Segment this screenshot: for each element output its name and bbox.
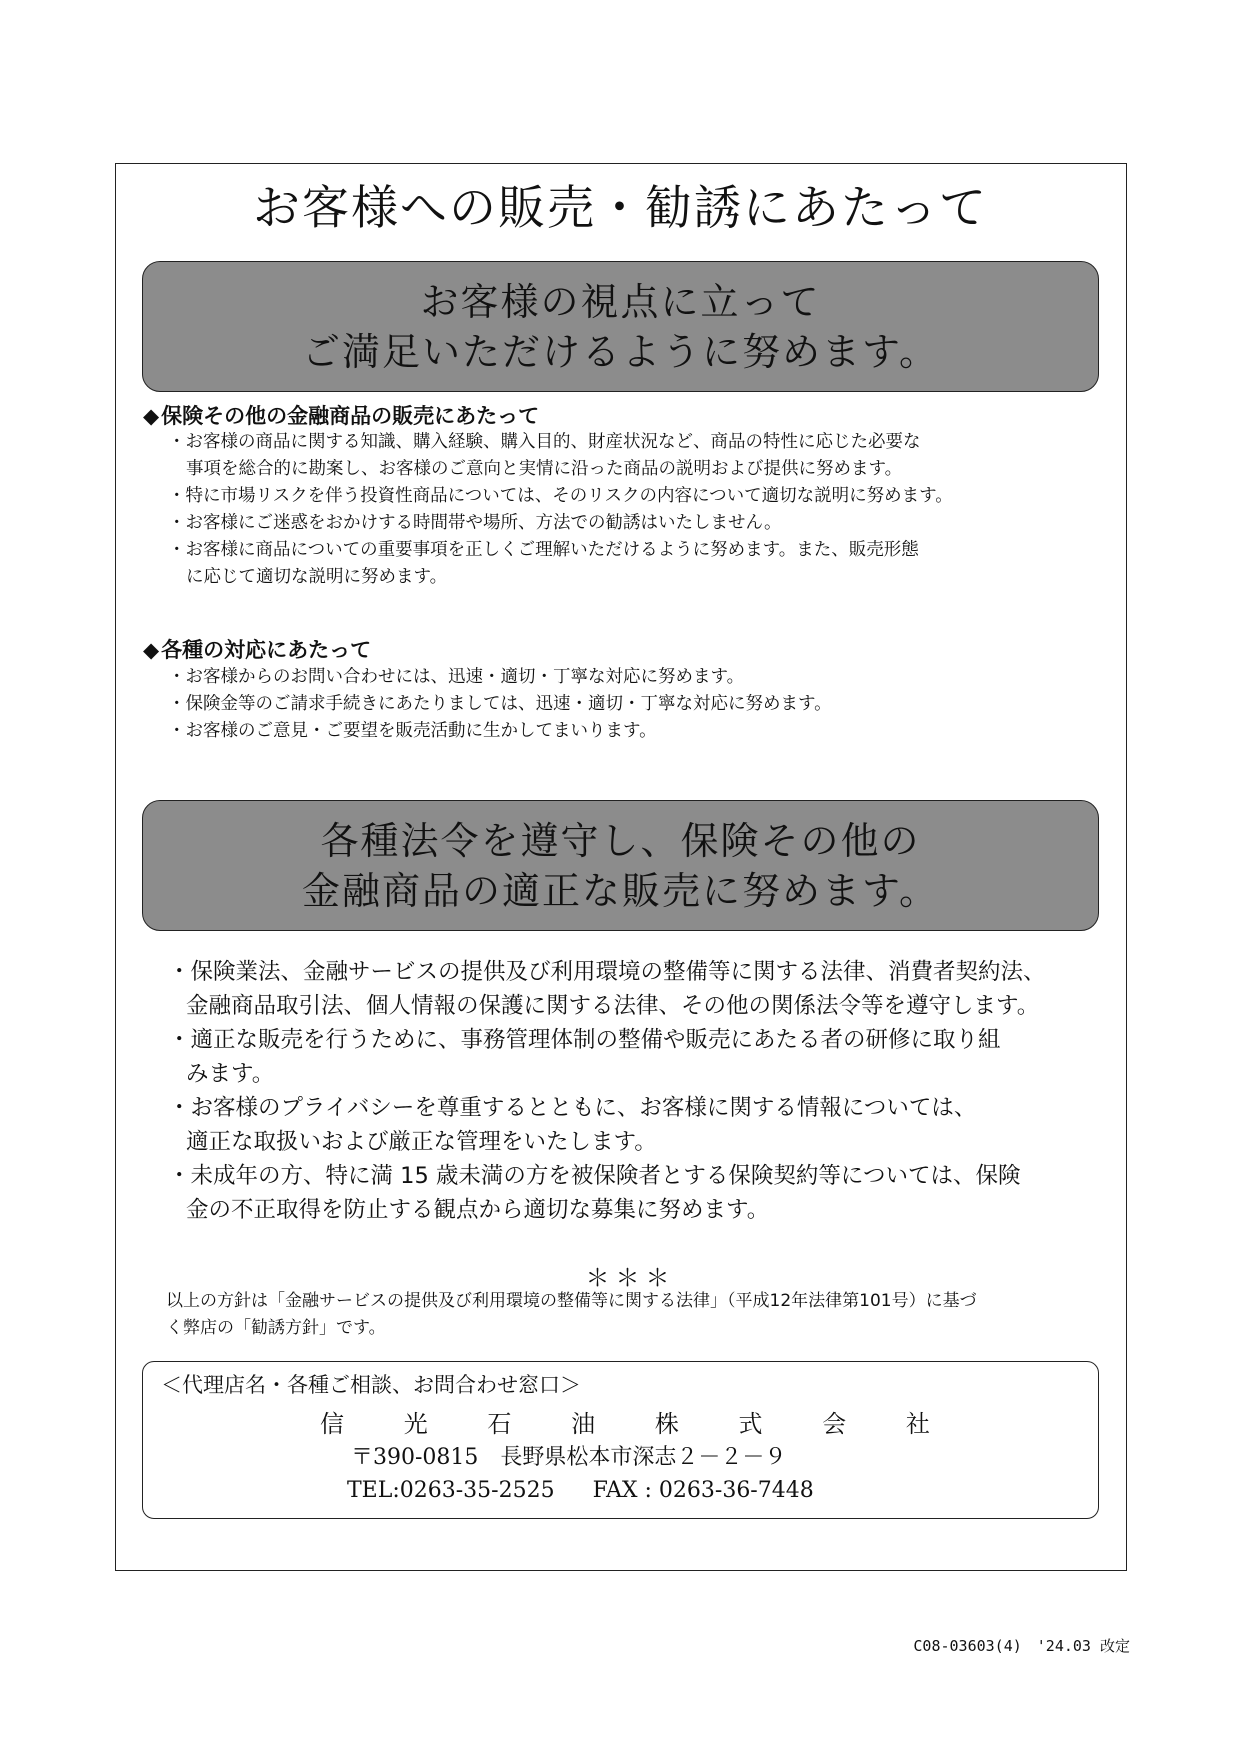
diamond-icon: ◆ bbox=[143, 638, 160, 662]
banner-line: 金融商品の適正な販売に努めます。 bbox=[302, 869, 939, 913]
list-item: ・特に市場リスクを伴う投資性商品については、そのリスクの内容について適切な説明に努めます。 bbox=[168, 486, 953, 506]
banner-compliance bbox=[142, 800, 1099, 931]
banner-customer-perspective bbox=[142, 261, 1099, 392]
banner-line: 各種法令を遵守し、保険その他の bbox=[320, 819, 921, 863]
list-item: ・お客様に商品についての重要事項を正しくご理解いただけるように努めます。また、販売形態 に応じて適切な説明に努めます。 bbox=[168, 540, 919, 587]
compliance-list bbox=[168, 955, 1118, 1227]
response-policy-list bbox=[168, 664, 1118, 745]
fax-number: FAX : 0263-36-7448 bbox=[592, 1478, 814, 1503]
separator-asterisks: ＊＊＊ bbox=[585, 1264, 676, 1292]
list-item: ・適正な販売を行うために、事務管理体制の整備や販売にあたる者の研修に取り組 みます。 bbox=[168, 1027, 1001, 1087]
document-code: C08-03603(4) '24.03 改定 bbox=[913, 1637, 1130, 1655]
list-item: ・お客様のプライバシーを尊重するとともに、お客様に関する情報については、 適正な取扱いおよび厳正な管理をいたします。 bbox=[168, 1095, 977, 1155]
banner-line: お客様の視点に立って bbox=[420, 280, 821, 324]
contact-numbers bbox=[347, 1476, 814, 1506]
list-item: ・保険業法、金融サービスの提供及び利用環境の整備等に関する法律、消費者契約法、 金融商品取引法、個人情報の保護に関する法律、その他の関係法令等を遵守します。 bbox=[168, 959, 1046, 1019]
contact-box bbox=[142, 1361, 1099, 1519]
section-heading-response: ◆各種の対応にあたって bbox=[143, 638, 372, 662]
policy-note: 以上の方針は「金融サービスの提供及び利用環境の整備等に関する法律」（平成12年法律第101号）に基づ く弊店の「勧誘方針」です。 bbox=[166, 1291, 977, 1338]
page-title: お客様への販売・勧誘にあたって bbox=[253, 181, 988, 236]
tel-number: TEL:0263-35-2525 bbox=[347, 1478, 555, 1503]
list-item: ・お客様の商品に関する知識、購入経験、購入目的、財産状況など、商品の特性に応じた必要な 事項を総合的に勘案し、お客様のご意向と実情に沿った商品の説明および提供に努めます。 bbox=[168, 432, 921, 479]
contact-title: ＜代理店名・各種ご相談、お問合わせ窓口＞ bbox=[161, 1373, 581, 1397]
section-heading-sales: ◆保険その他の金融商品の販売にあたって bbox=[143, 404, 540, 428]
list-item: ・お客様からのお問い合わせには、迅速・適切・丁寧な対応に努めます。 bbox=[168, 667, 745, 687]
sales-policy-list bbox=[168, 429, 1118, 591]
banner-line: ご満足いただけるように努めます。 bbox=[302, 330, 939, 374]
list-item: ・お客様のご意見・ご要望を販売活動に生かしてまいります。 bbox=[168, 721, 657, 741]
list-item: ・保険金等のご請求手続きにあたりましては、迅速・適切・丁寧な対応に努めます。 bbox=[168, 694, 832, 714]
list-item: ・未成年の方、特に満 15 歳未満の方を被保険者とする保険契約等については、保険 金の不正取得を防止する観点から適切な募集に努めます。 bbox=[168, 1163, 1021, 1223]
diamond-icon: ◆ bbox=[143, 404, 160, 428]
company-name: 信 光 石 油 株 式 会 社 bbox=[320, 1410, 930, 1438]
company-address: 〒390-0815 長野県松本市深志２－２－９ bbox=[351, 1445, 787, 1470]
list-item: ・お客様にご迷惑をおかけする時間帯や場所、方法での勧誘はいたしません。 bbox=[168, 513, 782, 533]
